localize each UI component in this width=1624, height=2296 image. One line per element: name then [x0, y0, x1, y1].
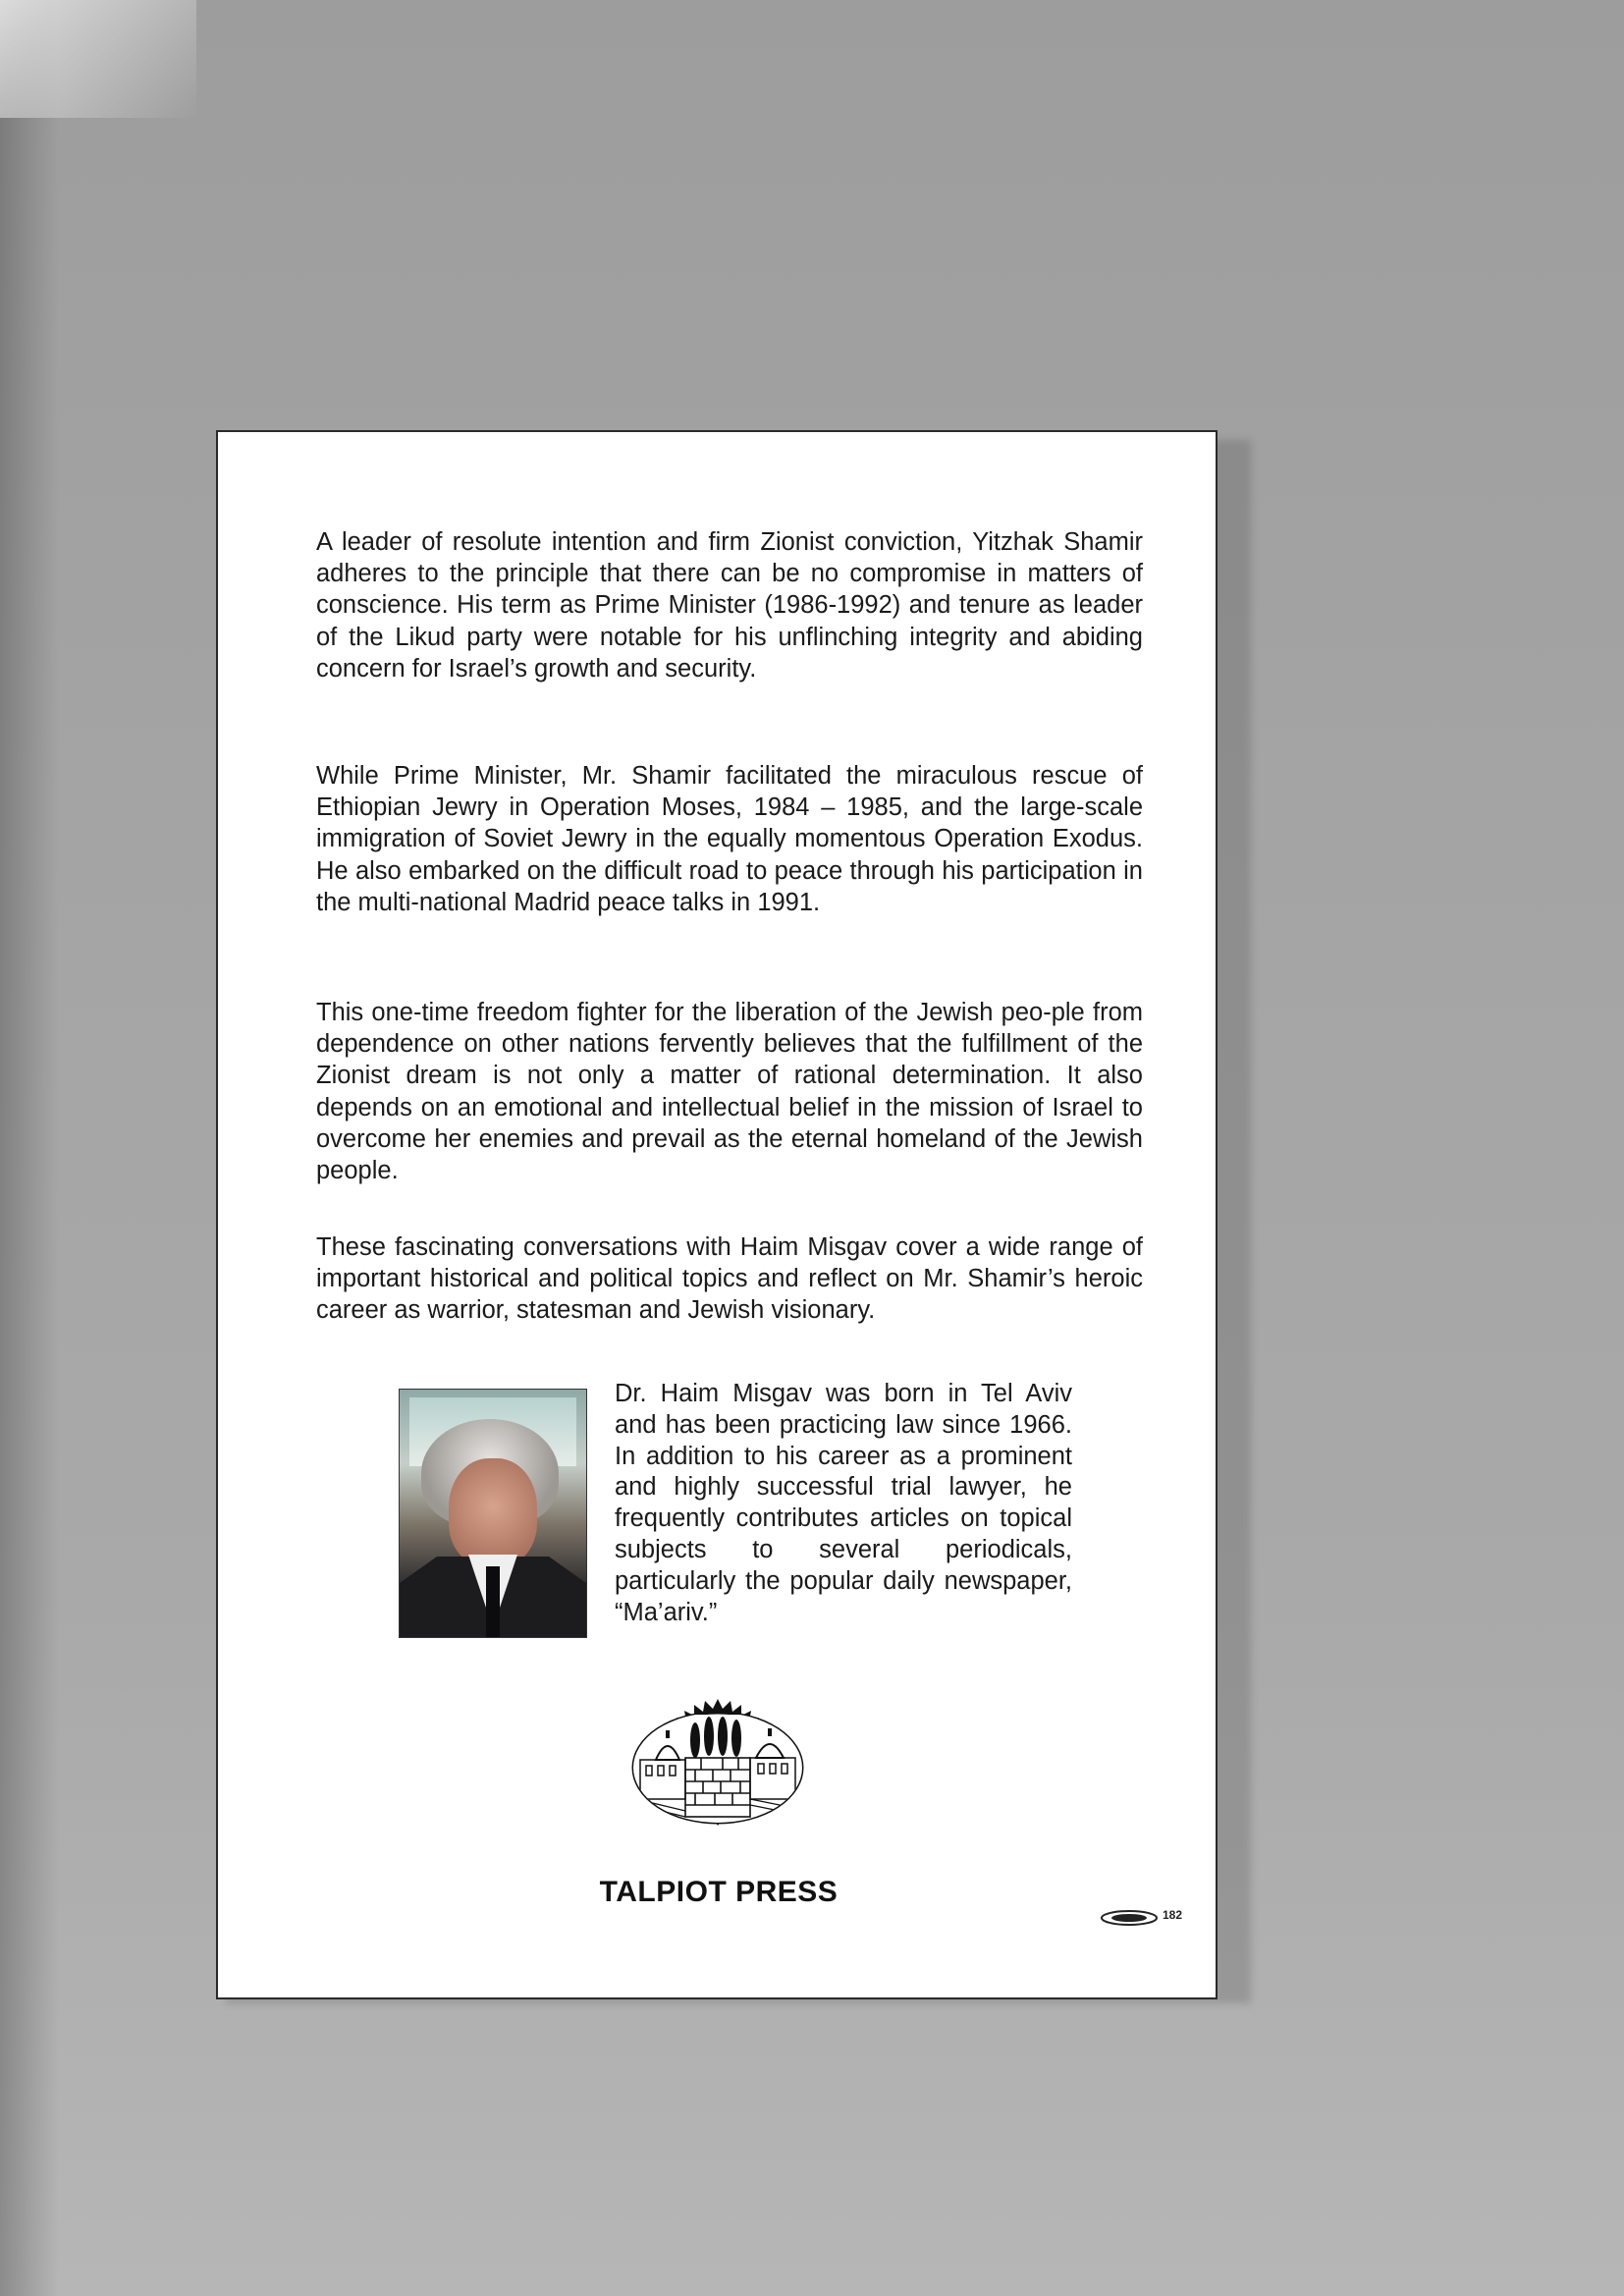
publisher-name: TALPIOT PRESS — [599, 1876, 839, 1908]
author-photo — [399, 1389, 587, 1638]
publisher-logo-icon — [613, 1695, 823, 1840]
blurb-paragraph-4: These fascinating conversations with Haim Misgav cover a wide range of important historical and political topics and reflect on Mr. Shamir’s heroic career as warrior, statesman and Jewish visionary. — [316, 1233, 1143, 1325]
scan-shadow — [0, 0, 59, 2296]
blurb-paragraph-1: A leader of resolute intention and firm Zionist conviction, Yitzhak Shamir adheres to the principle that there can be no compromise in matters of conscience. His term as Prime Minister (1986-1992) and tenure as leader of the Likud party were notable for his unflinching integrity and abiding concern for Israel’s growth and security. — [316, 528, 1143, 683]
blurb-paragraph-2: While Prime Minister, Mr. Shamir facilitated the miraculous rescue of Ethiopian Jewry in Operation Moses, 1984 – 1985, and the large-scale immigration of Soviet Jewry in the equally momentous Operation Exodus. He also embarked on the difficult road to peace through his participation in the multi-national Madrid peace talks in 1991. — [316, 762, 1143, 916]
book-back-cover — [216, 430, 1218, 1999]
catalog-seal-icon — [1100, 1909, 1159, 1927]
author-bio: Dr. Haim Misgav was born in Tel Aviv and has been practicing law since 1966. In addition to his career as a prominent and highly successful trial lawyer, he frequently contributes articles on topical subjects to several periodicals, particularly the popular daily newspaper, “Ma’ariv.” — [615, 1380, 1072, 1626]
scan-corner-glare — [0, 0, 196, 118]
blurb-paragraph-3: This one-time freedom fighter for the liberation of the Jewish peo-ple from dependence on other nations fervently believes that the fulfillment of the Zionist dream is not only a matter of rational determination. It also depends on an emotional and intellectual belief in the mission of Israel to overcome her enemies and prevail as the eternal homeland of the Jewish people. — [316, 999, 1143, 1185]
catalog-number: 182 — [1163, 1908, 1183, 1922]
